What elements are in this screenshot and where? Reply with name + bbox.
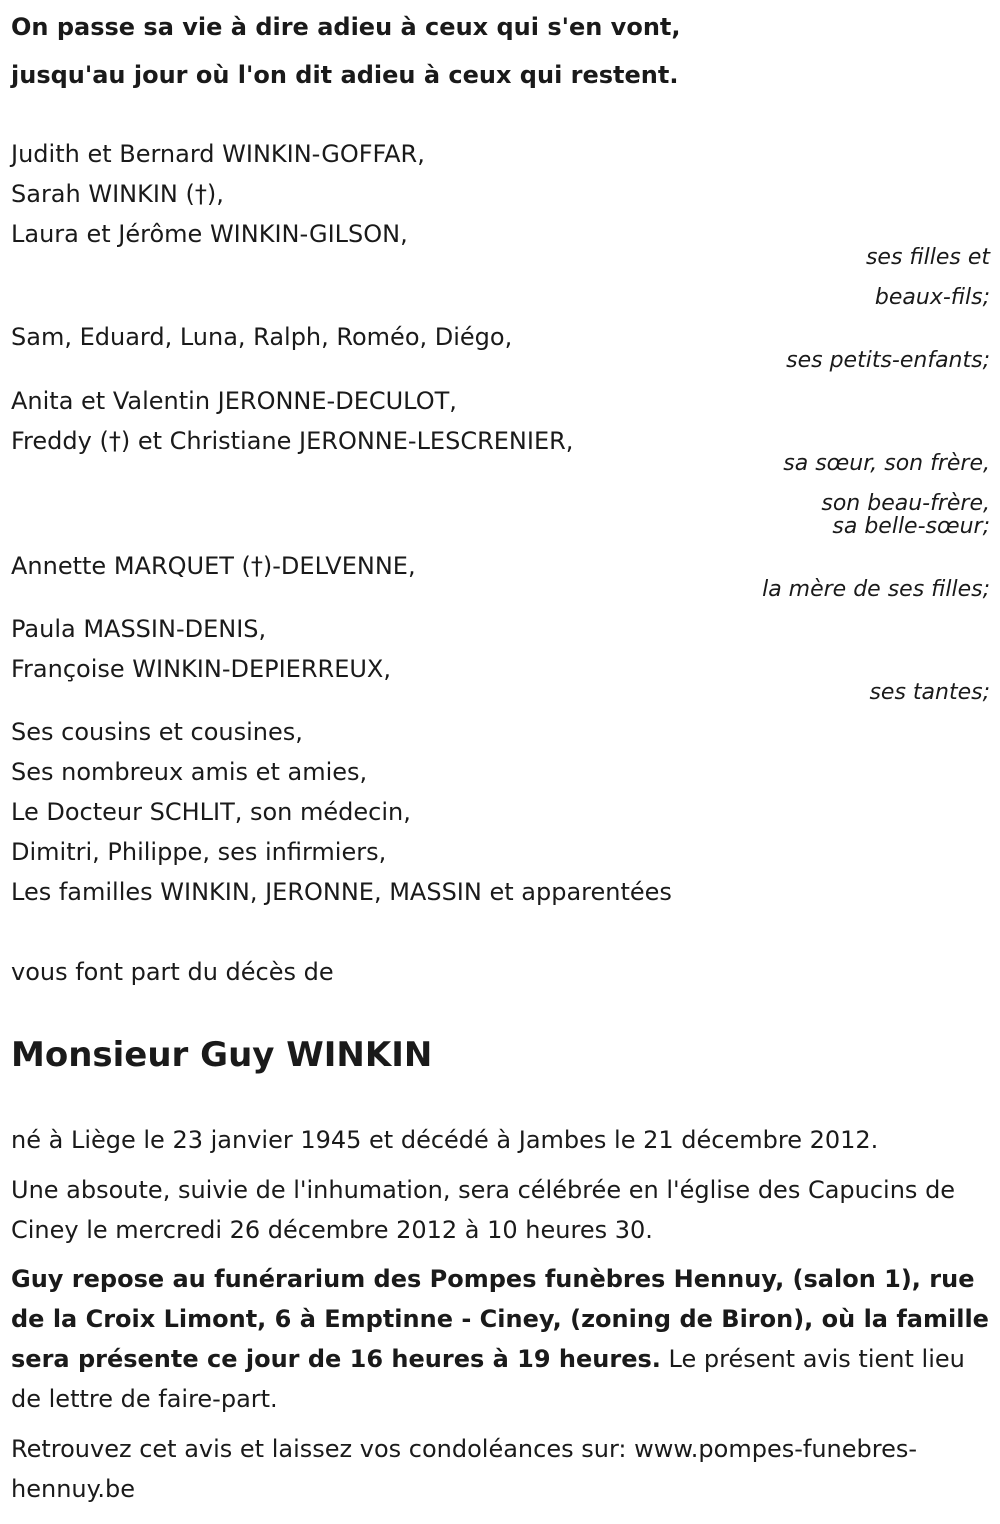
others-line: Le Docteur SCHLIT, son médecin, xyxy=(11,798,411,826)
grandchildren-relation: ses petits-enfants; xyxy=(786,348,990,373)
funerarium-text: Guy repose au funérarium des Pompes funèbres Hennuy, (salon 1), rue de la Croix Limont, 6 à Emptinne - Ciney, (zoning de Biron), où la famille sera présente ce jour de 16 heures à 19 heures. xyxy=(11,1265,989,1373)
funerarium-paragraph xyxy=(11,1259,991,1419)
siblings-relation: sa belle-sœur; xyxy=(832,514,990,539)
mother-name: Annette MARQUET (†)-DELVENNE, xyxy=(11,552,416,580)
mother-relation: la mère de ses filles; xyxy=(762,577,990,602)
aunt-name: Paula MASSIN-DENIS, xyxy=(11,615,267,643)
birth-death-text: né à Liège le 23 janvier 1945 et décédé à Jambes le 21 décembre 2012. xyxy=(11,1126,879,1154)
quote-line-1: On passe sa vie à dire adieu à ceux qui s'en vont, xyxy=(11,13,681,41)
others-line: Ses cousins et cousines, xyxy=(11,718,303,746)
deceased-name: Monsieur Guy WINKIN xyxy=(11,1035,433,1075)
daughters-relation: beaux-fils; xyxy=(874,285,990,310)
daughter-name: Judith et Bernard WINKIN-GOFFAR, xyxy=(11,140,425,168)
announce-text: vous font part du décès de xyxy=(11,958,334,986)
quote-line-2: jusqu'au jour où l'on dit adieu à ceux qui restent. xyxy=(11,61,679,89)
others-line: Ses nombreux amis et amies, xyxy=(11,758,368,786)
daughter-name: Sarah WINKIN (†), xyxy=(11,180,224,208)
aunts-relation: ses tantes; xyxy=(869,680,990,705)
siblings-relation: son beau-frère, xyxy=(821,491,990,516)
sibling-name: Freddy (†) et Christiane JERONNE-LESCRENIER, xyxy=(11,427,574,455)
sibling-name: Anita et Valentin JERONNE-DECULOT, xyxy=(11,387,457,415)
ceremony-text: Une absoute, suivie de l'inhumation, sera célébrée en l'église des Capucins de Ciney le mercredi 26 décembre 2012 à 10 heures 30. xyxy=(11,1176,956,1244)
website-text: Retrouvez cet avis et laissez vos condoléances sur: www.pompes-funebres-hennuy.be xyxy=(11,1435,918,1503)
siblings-relation: sa sœur, son frère, xyxy=(783,451,990,476)
others-line: Dimitri, Philippe, ses infirmiers, xyxy=(11,838,387,866)
grandchildren-names: Sam, Eduard, Luna, Ralph, Roméo, Diégo, xyxy=(11,323,513,351)
faire-part-text: Le présent avis tient lieu de lettre de faire-part. xyxy=(11,1345,965,1413)
daughter-name: Laura et Jérôme WINKIN-GILSON, xyxy=(11,220,408,248)
daughters-relation: ses filles et xyxy=(865,245,990,270)
others-line: Les familles WINKIN, JERONNE, MASSIN et apparentées xyxy=(11,878,672,906)
aunt-name: Françoise WINKIN-DEPIERREUX, xyxy=(11,655,391,683)
